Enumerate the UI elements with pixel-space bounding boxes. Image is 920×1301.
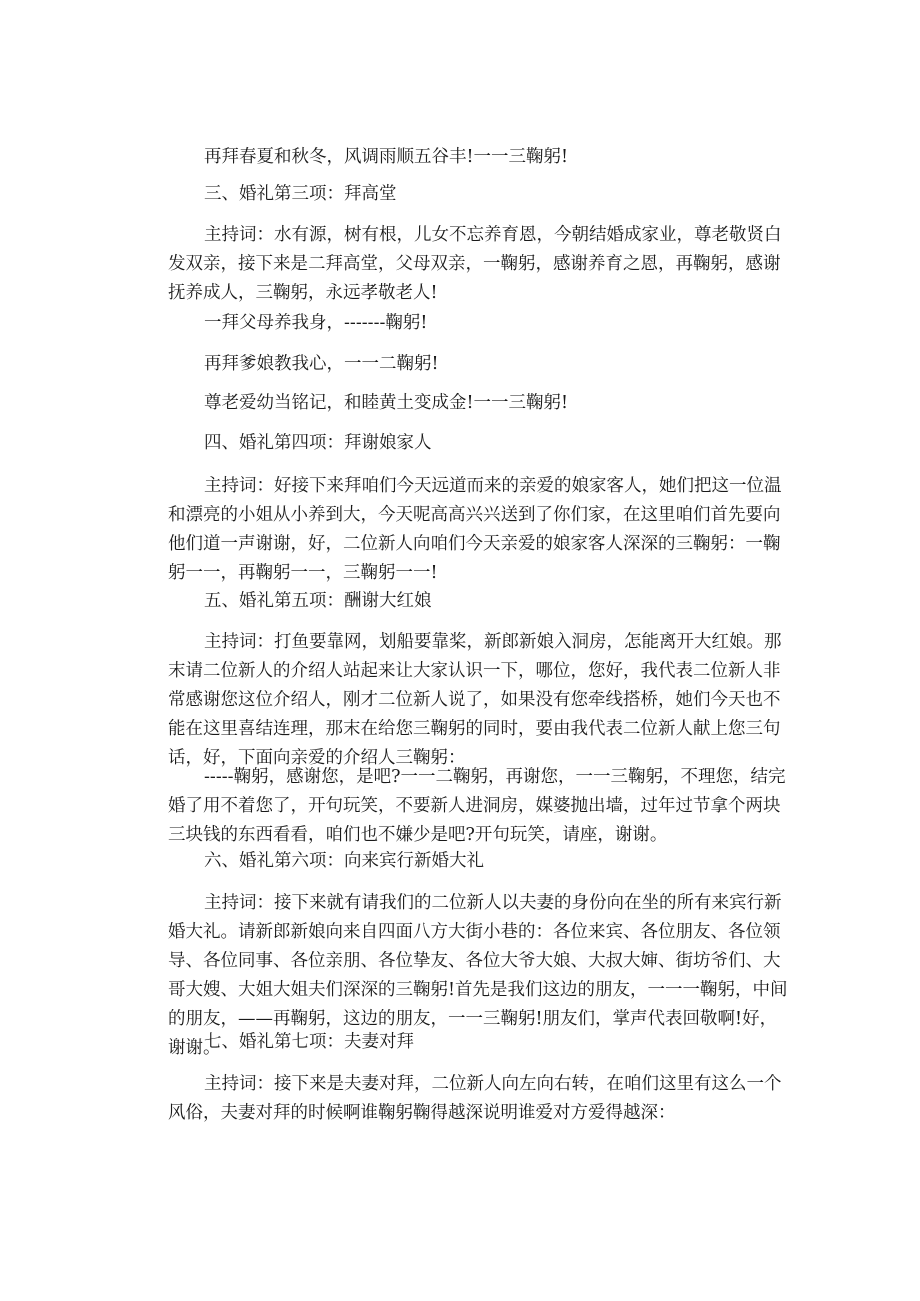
verse-line: 再拜春夏和秋冬，风调雨顺五谷丰!一一三鞠躬! xyxy=(204,147,569,167)
host-speech-paragraph: 主持词：水有源，树有根，儿女不忘养育恩，今朝结婚成家业，尊老敬贤白发双亲，接下来是二拜高堂，父母双亲，一鞠躬，感谢养育之恩，再鞠躬，感谢抚养成人，三鞠躬，永远孝敬老人! xyxy=(168,225,782,303)
host-speech-paragraph: 主持词：接下来是夫妻对拜，二位新人向左向右转，在咱们这里有这么一个风俗，夫妻对拜的时候啊谁鞠躬鞠得越深说明谁爱对方爱得越深： xyxy=(168,1074,782,1123)
host-speech-paragraph: 主持词：好接下来拜咱们今天远道而来的亲爱的娘家客人，她们把这一位温和漂亮的小姐从小养到大，今天呢高高兴兴送到了你们家，在这里咱们首先要向他们道一声谢谢，好，二位新人向咱们今天亲爱的娘家客人深深的三鞠躬：一鞠躬一一，再鞠躬一一，三鞠躬一一! xyxy=(168,476,782,583)
verse-line: 再拜爹娘教我心，一一二鞠躬! xyxy=(204,354,439,374)
verse-line: 一拜父母养我身，-------鞠躬! xyxy=(204,313,428,333)
host-speech-paragraph: 主持词：打鱼要靠网，划船要靠桨，新郎新娘入洞房，怎能离开大红娘。那末请二位新人的介绍人站起来让大家认识一下，哪位，您好，我代表二位新人非常感谢您这位介绍人，刚才二位新人说了，如果没有您牵线搭桥，她们今天也不能在这里喜结连理，那末在给您三鞠躬的同时，要由我代表二位新人献上您三句话，好，下面向亲爱的介绍人三鞠躬： xyxy=(168,632,782,768)
section-heading-7: 七、婚礼第七项：夫妻对拜 xyxy=(204,1032,414,1052)
section-heading-4: 四、婚礼第四项：拜谢娘家人 xyxy=(204,433,432,453)
section-heading-6: 六、婚礼第六项：向来宾行新婚大礼 xyxy=(204,851,484,871)
host-speech-paragraph: 主持词：接下来就有请我们的二位新人以夫妻的身份向在坐的所有来宾行新婚大礼。请新郎新娘向来自四面八方大街小巷的：各位来宾、各位朋友、各位领导、各位同事、各位亲朋、各位挚友、各位大爷大娘、大叔大婶、街坊爷们、大哥大嫂、大姐大姐夫们深深的三鞠躬!首先是我们这边的朋友，一一一鞠躬，中间的朋友，——再鞠躬，这边的朋友，一一三鞠躬!朋友们，掌声代表回敬啊!好，谢谢。 xyxy=(168,893,788,1058)
verse-line: 尊老爱幼当铭记，和睦黄土变成金!一一三鞠躬! xyxy=(204,393,569,413)
section-heading-5: 五、婚礼第五项：酬谢大红娘 xyxy=(204,591,432,611)
dialogue-paragraph: -----鞠躬，感谢您，是吧?一一二鞠躬，再谢您，一一三鞠躬，不理您，结完婚了用不着您了，开句玩笑，不要新人进洞房，媒婆抛出墙，过年过节拿个两块三块钱的东西看看，咱们也不嫌少是吧?开句玩笑，请座，谢谢。 xyxy=(168,767,786,845)
section-heading-3: 三、婚礼第三项：拜高堂 xyxy=(204,184,397,204)
